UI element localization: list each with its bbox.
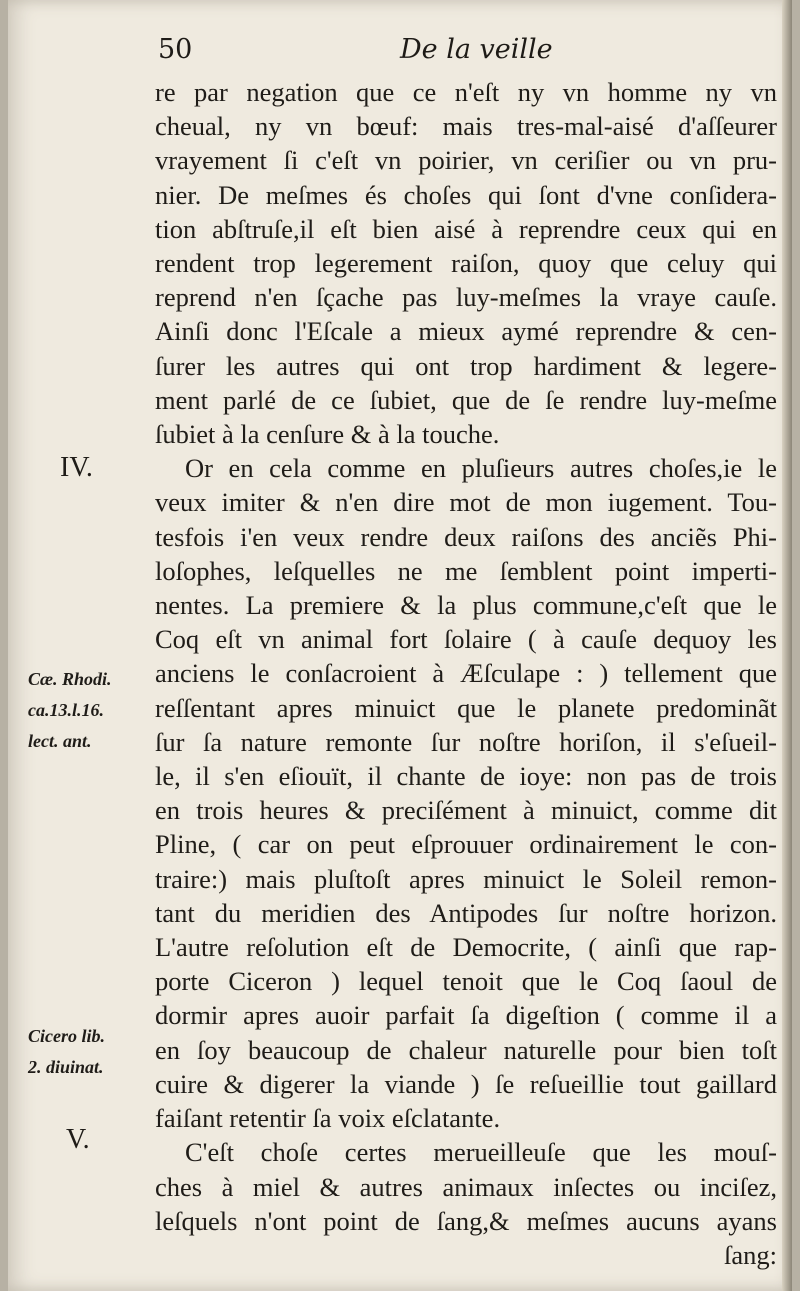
marginal-note-line: ca.13.l.16. <box>28 700 104 720</box>
text-line: ſur ſa nature remonte ſur noſtre horiſon, il s'eſueil- <box>155 726 777 757</box>
text-line: Or en cela comme en pluſieurs autres choſes,ie le <box>185 453 777 484</box>
text-line: tant du meridien des Antipodes ſur noſtre horizon. <box>155 897 777 928</box>
text-line: dormir apres auoir parfait ſa digeſtion ( comme il a <box>155 1000 777 1031</box>
text-line: anciens le conſacroient à Æſculape : ) tellement que <box>155 658 777 689</box>
text-line: ment parlé de ce ſubiet, que de ſe rendre luy-meſme <box>155 384 777 415</box>
text-line: Coq eſt vn animal fort ſolaire ( à cauſe dequoy les <box>155 624 777 655</box>
marginal-note-line: lect. ant. <box>28 731 92 751</box>
text-line: nentes. La premiere & la plus commune,c'eſt que le <box>155 590 777 621</box>
text-line: traire:) mais pluſtoſt apres minuict le Soleil remon- <box>155 863 777 894</box>
text-line: loſophes, leſquelles ne me ſemblent point imperti- <box>155 555 777 586</box>
marginal-note-cicero <box>28 1021 148 1083</box>
marginal-note-line: Cæ. Rhodi. <box>28 669 112 689</box>
text-line: L'autre reſolution eſt de Democrite, ( ainſi que rap- <box>155 932 777 963</box>
text-line: cuire & digerer la viande ) ſe reſueillie tout gaillard <box>155 1068 777 1099</box>
text-line: le, il s'en eſiouït, il chante de ioye: non pas de trois <box>155 761 777 792</box>
section-marker-v: V. <box>66 1124 90 1155</box>
text-line: ches à miel & autres animaux inſectes ou inciſez, <box>155 1171 777 1202</box>
text-line: Ainſi donc l'Eſcale a mieux aymé reprendre & cen- <box>155 316 777 347</box>
text-line: nier. De meſmes és choſes qui ſont d'vne conſidera- <box>155 179 777 210</box>
page-number: 50 <box>158 34 193 65</box>
text-line: en trois heures & preciſément à minuict, comme dit <box>155 795 777 826</box>
text-line: faiſant retentir ſa voix eſclatante. <box>155 1103 501 1134</box>
text-line: porte Ciceron ) lequel tenoit que le Coq ſaoul de <box>155 966 777 997</box>
catchword: ſang: <box>724 1239 777 1270</box>
text-line: cheual, ny vn bœuf: mais tres-mal-aisé d'aſſeurer <box>155 111 777 142</box>
marginal-note-rhodiginus <box>28 664 148 757</box>
text-line: C'eſt choſe certes merueilleuſe que les mouſ- <box>185 1137 777 1168</box>
text-line: reprend n'en ſçache pas luy-meſmes la vraye cauſe. <box>155 282 777 313</box>
running-title: De la veille <box>400 34 553 65</box>
text-line: tesfois i'en veux rendre deux raiſons des anciẽs Phi- <box>155 521 777 552</box>
text-line: ſubiet à la cenſure & à la touche. <box>155 419 500 450</box>
body-text <box>155 75 777 1272</box>
text-line: ſurer les autres qui ont trop hardiment & legere- <box>155 350 777 381</box>
text-line: leſquels n'ont point de ſang,& meſmes aucuns ayans <box>155 1205 777 1236</box>
section-marker-iv: IV. <box>60 452 93 483</box>
text-line: Pline, ( car on peut eſprouuer ordinairement le con- <box>155 829 777 860</box>
text-line: re par negation que ce n'eſt ny vn homme ny vn <box>155 77 777 107</box>
text-line: rendent trop legerement raiſon, quoy que celuy qui <box>155 248 777 279</box>
text-line: veux imiter & n'en dire mot de mon iugement. Tou- <box>155 487 777 518</box>
marginal-note-line: Cicero lib. <box>28 1026 105 1046</box>
text-line: en ſoy beaucoup de chaleur naturelle pour bien toſt <box>155 1034 777 1065</box>
marginal-note-line: 2. diuinat. <box>28 1057 104 1077</box>
book-page <box>8 0 792 1291</box>
page-edge <box>782 0 792 1291</box>
page-header <box>148 30 648 70</box>
text-line: vrayement ſi c'eſt vn poirier, vn ceriſier ou vn pru- <box>155 145 777 176</box>
text-line: reſſentant apres minuict que le planete predominãt <box>155 692 777 723</box>
text-line: tion abſtruſe,il eſt bien aisé à reprendre ceux qui en <box>155 213 777 244</box>
